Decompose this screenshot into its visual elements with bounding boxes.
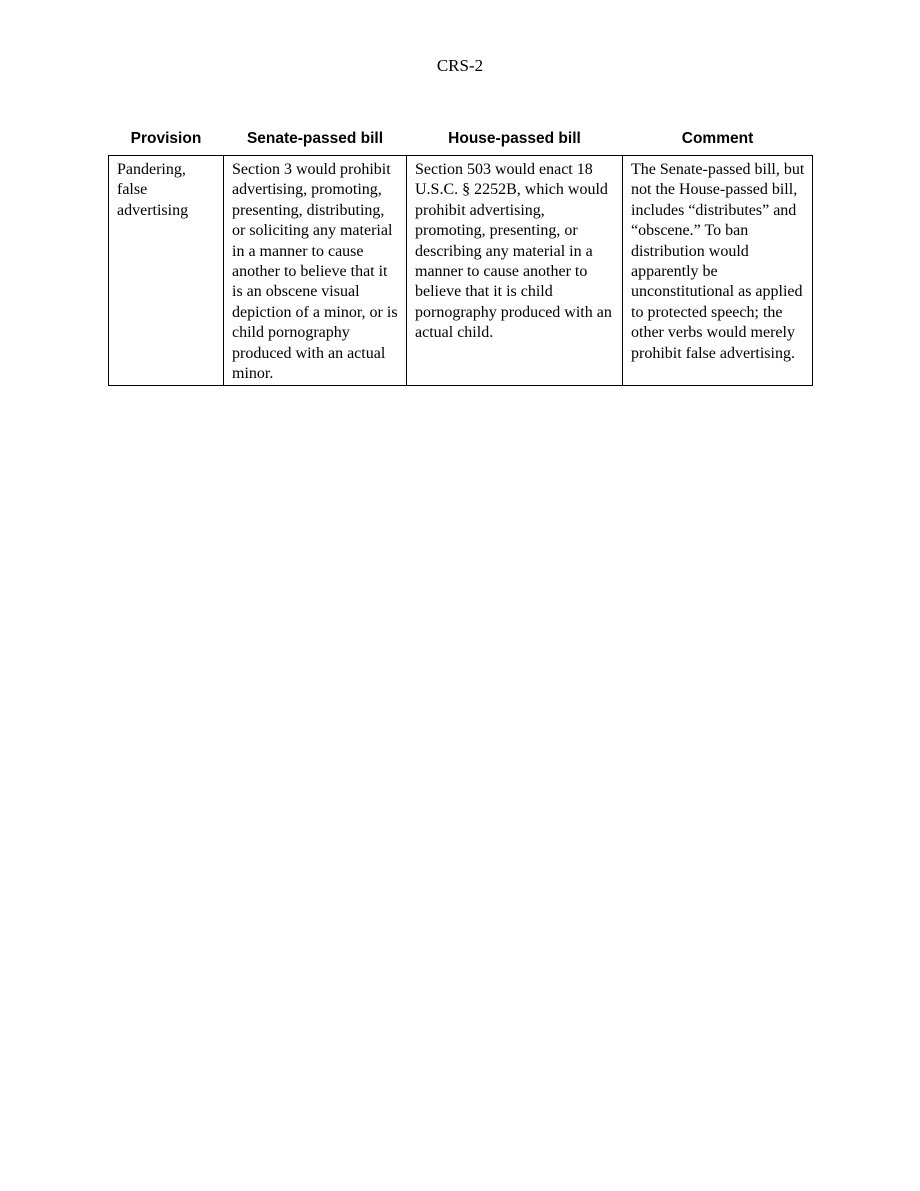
- header-house-passed-bill: House-passed bill: [448, 130, 581, 147]
- page-number: CRS-2: [436, 56, 484, 75]
- header-senate-passed-bill: Senate-passed bill: [246, 130, 384, 147]
- header-provision: Provision: [130, 130, 202, 147]
- table-header: [109, 126, 813, 156]
- table-body: [109, 156, 813, 386]
- cell-house-passed-bill: Section 503 would enact 18 U.S.C. § 2252B, which would prohibit advertising, promoting, presenting, or describing any material in a manner to cause another to believe that it is child pornography produced with an actual child.: [407, 156, 623, 386]
- cell-senate-passed-bill: Section 3 would prohibit advertising, promoting, presenting, distributing, or soliciting any material in a manner to cause another to believe that it is an obscene visual depiction of a minor, or is child pornography produced with an actual minor.: [224, 156, 407, 386]
- cell-comment: The Senate-passed bill, but not the House-passed bill, includes “distributes” and “obscene.” To ban distribution would apparently be unconstitutional as applied to protected speech; the other verbs would merely prohibit false advertising.: [623, 156, 813, 386]
- table-row: [109, 156, 813, 386]
- header-comment: Comment: [681, 130, 754, 147]
- comparison-table-container: [108, 126, 812, 386]
- comparison-table: [108, 126, 813, 386]
- header-row: [109, 126, 813, 156]
- cell-provision: Pandering, false advertising: [109, 156, 224, 386]
